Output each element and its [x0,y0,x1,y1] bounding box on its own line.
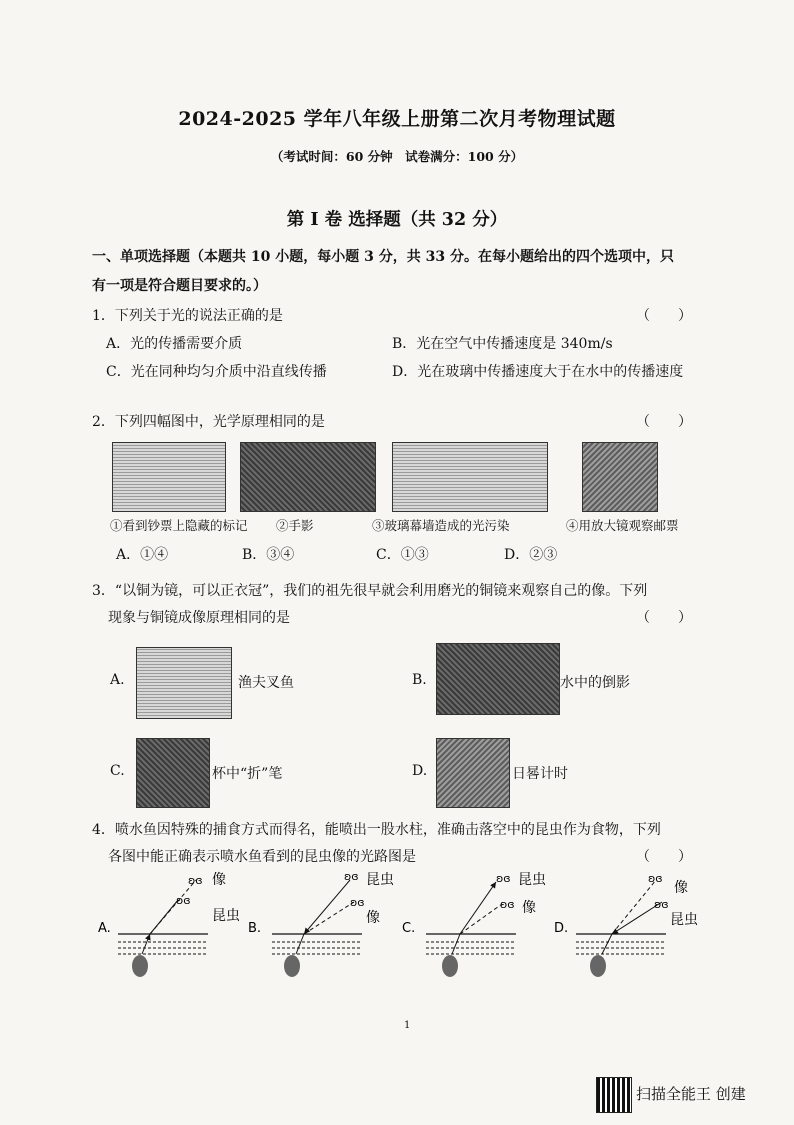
q4-b-butterfly-icon-2: ʚɞ [350,896,365,909]
q4-diagram-b-letter: B. [248,921,262,936]
q1-option-a: A．光的传播需要介质 [106,336,243,352]
section-title: 第 I 卷 选择题（共 32 分） [286,210,508,230]
q3-photo-reflection [436,643,560,715]
page-number: 1 [404,1020,411,1031]
q3-option-b-letter: B. [412,672,427,688]
q3-answer-paren: （ ） [636,610,692,626]
q4-stem-line-2: 各图中能正确表示喷水鱼看到的昆虫像的光路图是 [108,849,416,865]
instruction-line-2: 有一项是符合题目要求的。） [92,278,267,294]
q3-stem-line-2: 现象与铜镜成像原理相同的是 [108,610,290,626]
q1-option-c: C．光在同种均匀介质中沿直线传播 [106,364,327,380]
q2-photo-glass-wall [392,442,548,512]
q2-caption-1: ①看到钞票上隐藏的标记 [110,518,248,533]
q3-stem-line-1: 3．“以铜为镜，可以正衣冠”，我们的祖先很早就会利用磨光的铜镜来观察自己的像。下列 [92,583,648,599]
q2-option-d: D．②③ [504,547,558,563]
q4-fish-icon [132,955,148,977]
q4-a-butterfly-icon-2: ʚɞ [176,894,191,907]
q2-photo-banknote [112,442,226,512]
q2-caption-2: ②手影 [276,518,314,533]
q4-d-label-insect: 昆虫 [670,912,698,928]
qr-code-icon [596,1077,632,1113]
q4-diagram-d-letter: D. [554,921,569,936]
q1-option-d: D．光在玻璃中传播速度大于在水中的传播速度 [392,364,684,380]
q3-option-d-letter: D. [412,763,428,779]
q2-stem: 2．下列四幅图中，光学原理相同的是 [92,414,325,430]
q2-answer-paren: （ ） [636,414,692,430]
q4-a-label-insect: 昆虫 [212,908,240,924]
q4-diagram-c [402,872,546,977]
q4-b-label-insect: 昆虫 [366,872,394,888]
q4-fish-icon [590,955,606,977]
q2-caption-3: ③玻璃幕墙造成的光污染 [372,518,510,533]
q4-answer-paren: （ ） [636,849,692,865]
q3-option-b-text: 水中的倒影 [560,675,630,691]
q4-diagram-b [248,870,394,977]
q2-option-c: C．①③ [376,547,429,563]
q2-caption-4: ④用放大镜观察邮票 [566,518,679,533]
q3-option-a-letter: A. [110,672,125,688]
q4-d-label-image: 像 [674,880,688,896]
q4-stem-line-1: 4．喷水鱼因特殊的捕食方式而得名，能喷出一股水柱，准确击落空中的昆虫作为食物，下列 [92,822,661,838]
q2-photo-hand-shadow [240,442,376,512]
q4-a-butterfly-icon-1: ʚɞ [188,874,203,887]
q1-answer-paren: （ ） [636,308,692,324]
q4-d-butterfly-icon-2: ʚɞ [654,898,669,911]
instruction-line-1: 一、单项选择题（本题共 10 小题，每小题 3 分，共 33 分。在每小题给出的四个选项中，只 [92,249,674,265]
q2-option-b: B．③④ [242,547,295,563]
q4-c-butterfly-icon-1: ʚɞ [496,872,511,885]
q4-diagram-a-letter: A. [98,921,111,936]
q4-b-label-image: 像 [366,910,380,926]
q4-d-butterfly-icon-1: ʚɞ [648,872,663,885]
exam-title: 2024-2025 学年八年级上册第二次月考物理试题 [178,108,616,130]
q3-option-c-text: 杯中“折”笔 [212,766,283,782]
scanner-watermark: 扫描全能王 创建 [636,1085,746,1103]
exam-subtitle: （考试时间：60 分钟 试卷满分：100 分） [270,149,524,164]
q4-diagram-d [554,872,698,977]
q1-stem: 1．下列关于光的说法正确的是 [92,308,283,324]
q3-photo-fisherman [136,647,232,719]
q3-photo-bent-pen [136,738,210,808]
q4-diagram-c-letter: C. [402,921,416,936]
q4-c-label-image: 像 [522,900,536,916]
q4-a-label-image: 像 [212,872,226,888]
q4-fish-icon [284,955,300,977]
q4-light-path-diagrams [92,862,732,992]
q4-diagram-a [98,872,240,977]
q2-option-a: A．①④ [116,547,169,563]
q4-c-butterfly-icon-2: ʚɞ [500,898,515,911]
q4-b-butterfly-icon-1: ʚɞ [344,870,359,883]
q3-option-d-text: 日晷计时 [512,766,568,782]
q4-fish-icon [442,955,458,977]
q3-option-a-text: 渔夫叉鱼 [238,675,294,691]
q3-option-c-letter: C. [110,763,125,779]
q4-c-label-insect: 昆虫 [518,872,546,888]
q1-option-b: B．光在空气中传播速度是 340m/s [392,336,613,352]
q2-photo-magnifier [582,442,658,512]
q3-photo-sundial [436,738,510,808]
